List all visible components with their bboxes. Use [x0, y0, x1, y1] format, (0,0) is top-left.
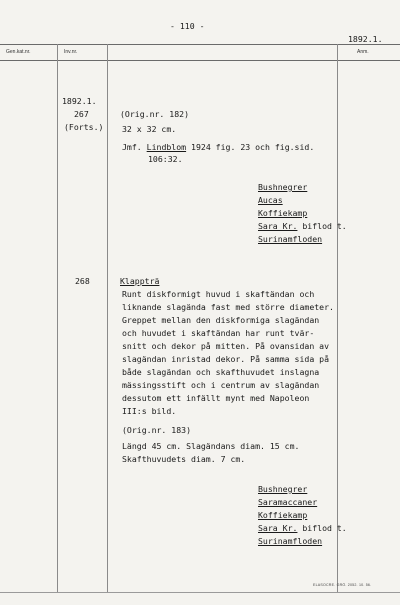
- entry1-reference: Jmf. Lindblom 1924 fig. 23 och fig.sid.: [122, 142, 315, 152]
- reference-author: Lindblom: [146, 142, 187, 152]
- col-inv: Inv.nr.: [64, 49, 78, 55]
- col-gen-kat: Gen.kat.nr.: [6, 49, 31, 55]
- entry2-title: Klappträ: [120, 276, 160, 286]
- entry1-inv: 1892.1. 267 (Forts.): [62, 96, 104, 132]
- year-mark: 1892.1.: [348, 34, 383, 44]
- col-anm: Anm.: [357, 49, 369, 55]
- entry1-origin: Bushnegrer Aucas Koffiekamp Sara Kr. biflod t. Surinamfloden: [258, 182, 347, 244]
- entry1-size: 32 x 32 cm.: [122, 124, 177, 134]
- printer-mark: ELASOCRE. GRÖ. 2052. 10. 56.: [313, 583, 372, 587]
- entry2-measurements: Längd 45 cm. Slagändans diam. 15 cm. Skafthuvudets diam. 7 cm.: [122, 441, 300, 464]
- col-divider-1: [57, 44, 58, 592]
- col-divider-2: [107, 44, 108, 592]
- footer-rule: [0, 592, 400, 593]
- entry2-orig: (Orig.nr. 183): [122, 425, 192, 435]
- entry1-orig: (Orig.nr. 182): [120, 109, 190, 119]
- entry2-origin: Bushnegrer Saramaccaner Koffiekamp Sara Kr. biflod t. Surinamfloden: [258, 484, 347, 546]
- entry1-reference-line2: 106:32.: [148, 154, 183, 164]
- header-top-rule: [0, 44, 400, 45]
- entry2-description: Runt diskformigt huvud i skaftändan och liknande slagända fast med större diameter. Greppet mellan den diskformiga slagändan och huvudet i skaftändan har runt tvär- snitt och dekor på mitten. På ovansidan av slagändan inristad dekor. På samma sida på både slagändan och skafthuvudet inslagna mässingsstift och i centrum av slagändan dessutom ett infällt mynt med Napoleon III:s bild.: [122, 289, 334, 416]
- entry2-inv: 268: [75, 276, 90, 286]
- header-bottom-rule: [0, 60, 400, 61]
- page-number: - 110 -: [170, 21, 205, 31]
